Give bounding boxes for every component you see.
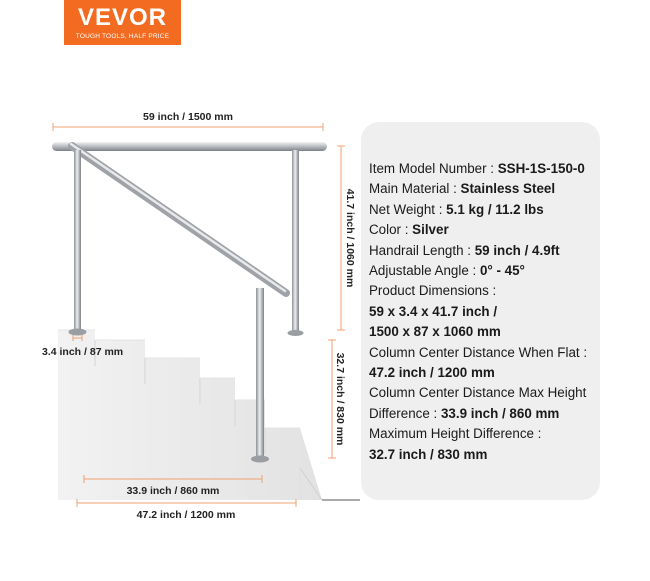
spec-label: Difference : xyxy=(369,405,441,421)
spec-line xyxy=(369,241,600,261)
top-width-label: 59 inch / 1500 mm xyxy=(143,111,233,123)
spec-line xyxy=(369,424,600,444)
total-height-label: 41.7 inch / 1060 mm xyxy=(344,188,356,288)
spec-line xyxy=(369,302,600,322)
spec-value: SSH-1S-150-0 xyxy=(497,161,585,176)
spec-line xyxy=(369,383,600,403)
lower-height-label: 32.7 inch / 830 mm xyxy=(334,352,346,446)
spec-line xyxy=(369,220,600,240)
spec-line xyxy=(369,179,600,199)
spec-label: Column Center Distance Max Height xyxy=(369,385,587,401)
spec-value: Silver xyxy=(412,222,449,238)
spec-value: 47.2 inch / 1200 mm xyxy=(369,365,495,381)
spec-line xyxy=(369,343,600,363)
spec-value: 5.1 kg / 11.2 lbs xyxy=(446,201,544,217)
spec-label: Item Model Number : xyxy=(369,161,498,176)
base-width-label: 3.4 inch / 87 mm xyxy=(42,346,124,358)
top-rail-bar xyxy=(52,142,327,151)
height-difference-label: 33.9 inch / 860 mm xyxy=(126,485,220,497)
spec-line xyxy=(369,200,600,220)
spec-label: Column Center Distance When Flat : xyxy=(369,344,588,360)
spec-line xyxy=(369,261,600,281)
spec-line xyxy=(369,159,600,179)
logo-wordmark: VEVOR xyxy=(77,4,168,31)
spec-line xyxy=(369,363,600,383)
spec-value: 33.9 inch / 860 mm xyxy=(440,405,560,421)
middle-post xyxy=(256,288,264,458)
spec-label: Main Material : xyxy=(369,181,461,197)
spec-panel xyxy=(361,122,600,500)
spec-value: Stainless Steel xyxy=(460,181,556,197)
spec-value: 0° - 45° xyxy=(479,263,525,279)
spec-value: 59 x 3.4 x 41.7 inch / xyxy=(369,303,498,319)
spec-label: Net Weight : xyxy=(369,201,447,217)
column-distance-label: 47.2 inch / 1200 mm xyxy=(136,509,236,521)
spec-line xyxy=(369,281,600,301)
spec-label: Product Dimensions : xyxy=(369,283,497,299)
spec-value: 32.7 inch / 830 mm xyxy=(369,446,488,462)
spec-line xyxy=(369,445,600,465)
spec-label: Handrail Length : xyxy=(369,242,475,258)
right-post xyxy=(292,150,299,332)
spec-value: 59 inch / 4.9ft xyxy=(474,242,560,258)
spec-label: Maximum Height Difference : xyxy=(369,426,542,442)
spec-line xyxy=(369,322,600,342)
spec-label: Adjustable Angle : xyxy=(369,263,480,279)
spec-line xyxy=(369,404,600,424)
spec-label: Color : xyxy=(369,222,413,238)
spec-value: 1500 x 87 x 1060 mm xyxy=(369,324,501,340)
left-post xyxy=(74,150,81,330)
logo-tagline: TOUGH TOOLS, HALF PRICE xyxy=(75,33,170,40)
